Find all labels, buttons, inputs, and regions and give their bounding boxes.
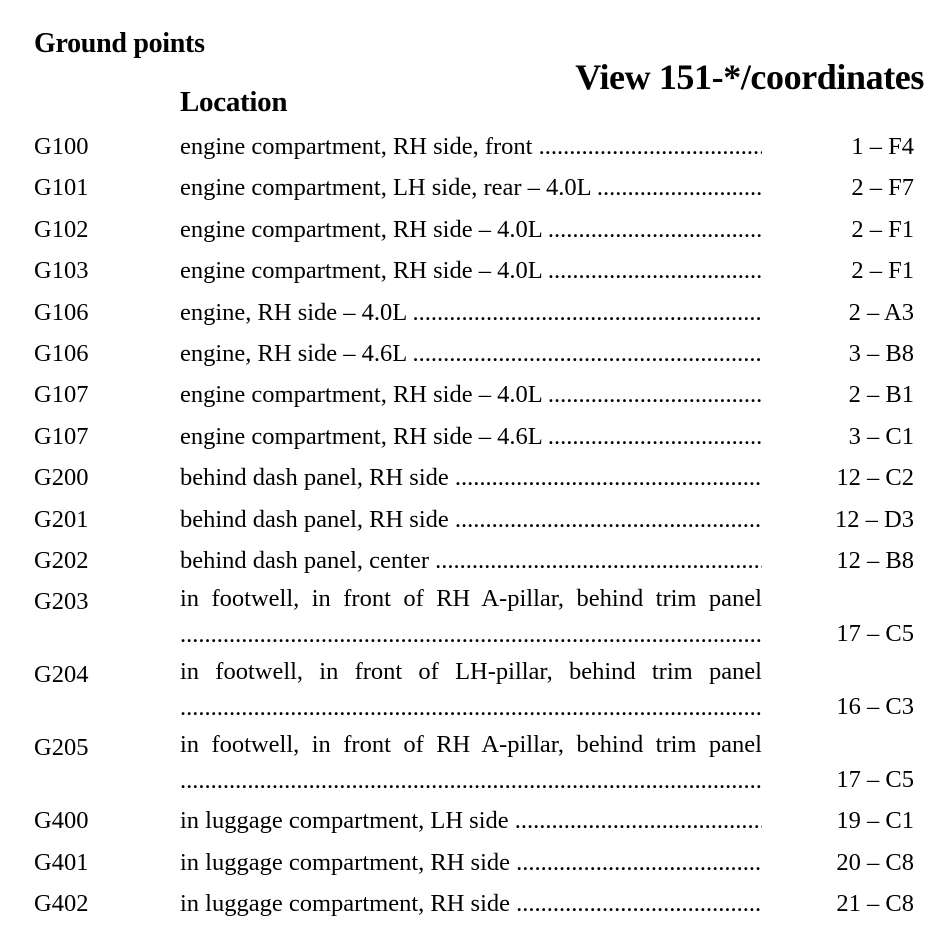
location-text: engine compartment, RH side – 4.6L .....: [180, 416, 762, 457]
view-reference: 2 – F1: [851, 257, 914, 285]
view-coordinates-header: View 151-*/coordinates: [575, 57, 924, 97]
view-reference: 12 – C2: [836, 464, 914, 492]
ground-code: G203: [34, 588, 89, 616]
table-row: [0, 800, 936, 841]
ground-points-table: [0, 126, 936, 924]
ground-code: G103: [34, 257, 89, 285]
location-text: in luggage compartment, RH side .....: [180, 883, 762, 924]
location-text: engine, RH side – 4.0L .....: [180, 292, 762, 333]
ground-code: G100: [34, 133, 89, 160]
view-reference: 2 – F7: [851, 174, 914, 202]
ground-code: G202: [34, 546, 89, 574]
ground-code: G204: [34, 661, 89, 689]
ground-code: G106: [34, 339, 89, 367]
ground-code: G107: [34, 422, 89, 450]
ground-code: G107: [34, 381, 89, 409]
location-text: in footwell, in front of RH A-pillar, behind trim panel .....: [180, 581, 762, 654]
view-reference: 16 – C3: [836, 693, 914, 721]
view-reference: 21 – C8: [836, 890, 914, 918]
table-row: [0, 654, 936, 727]
table-row: [0, 581, 936, 654]
view-reference: 12 – D3: [835, 505, 914, 533]
location-text: behind dash panel, center .....: [180, 540, 762, 581]
table-row: [0, 499, 936, 540]
location-text: in luggage compartment, LH side .....: [180, 800, 762, 841]
location-text: engine compartment, RH side – 4.0L .....: [180, 250, 762, 291]
location-text: engine compartment, RH side, front .....: [180, 126, 762, 167]
view-reference: 3 – B8: [848, 339, 914, 367]
table-row: [0, 209, 936, 250]
ground-code: G402: [34, 890, 89, 918]
ground-code: G401: [34, 848, 89, 876]
location-text: engine compartment, LH side, rear – 4.0L .....: [180, 167, 762, 208]
view-reference: 19 – C1: [836, 807, 914, 835]
location-text: engine, RH side – 4.6L .....: [180, 333, 762, 374]
table-row: [0, 540, 936, 581]
table-row: [0, 250, 936, 291]
ground-code: G400: [34, 807, 89, 835]
ground-code: G205: [34, 734, 89, 762]
view-reference: 17 – C5: [836, 766, 914, 794]
location-text: in luggage compartment, RH side .....: [180, 842, 762, 883]
table-row: [0, 374, 936, 415]
view-reference: 2 – A3: [848, 298, 914, 326]
table-row: [0, 416, 936, 457]
location-text: engine compartment, RH side – 4.0L .....: [180, 374, 762, 415]
location-text: engine compartment, RH side – 4.0L .....: [180, 209, 762, 250]
table-row: [0, 126, 936, 167]
location-text: in footwell, in front of RH A-pillar, behind trim panel .....: [180, 727, 762, 800]
location-text: behind dash panel, RH side .....: [180, 457, 762, 498]
view-reference: 2 – F1: [851, 215, 914, 243]
table-row: [0, 457, 936, 498]
ground-code: G201: [34, 505, 89, 533]
ground-code: G200: [34, 464, 89, 492]
table-row: [0, 883, 936, 924]
table-row: [0, 842, 936, 883]
table-row: [0, 727, 936, 800]
view-reference: 2 – B1: [848, 381, 914, 409]
location-text: in footwell, in front of LH-pillar, behind trim panel .....: [180, 654, 762, 727]
view-reference: 3 – C1: [848, 422, 914, 450]
table-row: [0, 333, 936, 374]
location-text: behind dash panel, RH side .....: [180, 499, 762, 540]
ground-code: G106: [34, 298, 89, 326]
table-row: [0, 292, 936, 333]
page-title: Ground points: [34, 28, 205, 59]
location-column-header: Location: [180, 86, 288, 118]
view-reference: 12 – B8: [836, 546, 914, 574]
ground-code: G102: [34, 215, 89, 243]
view-reference: 1 – F4: [851, 133, 914, 160]
view-reference: 17 – C5: [836, 620, 914, 648]
ground-code: G101: [34, 174, 89, 202]
table-row: [0, 167, 936, 208]
view-reference: 20 – C8: [836, 848, 914, 876]
